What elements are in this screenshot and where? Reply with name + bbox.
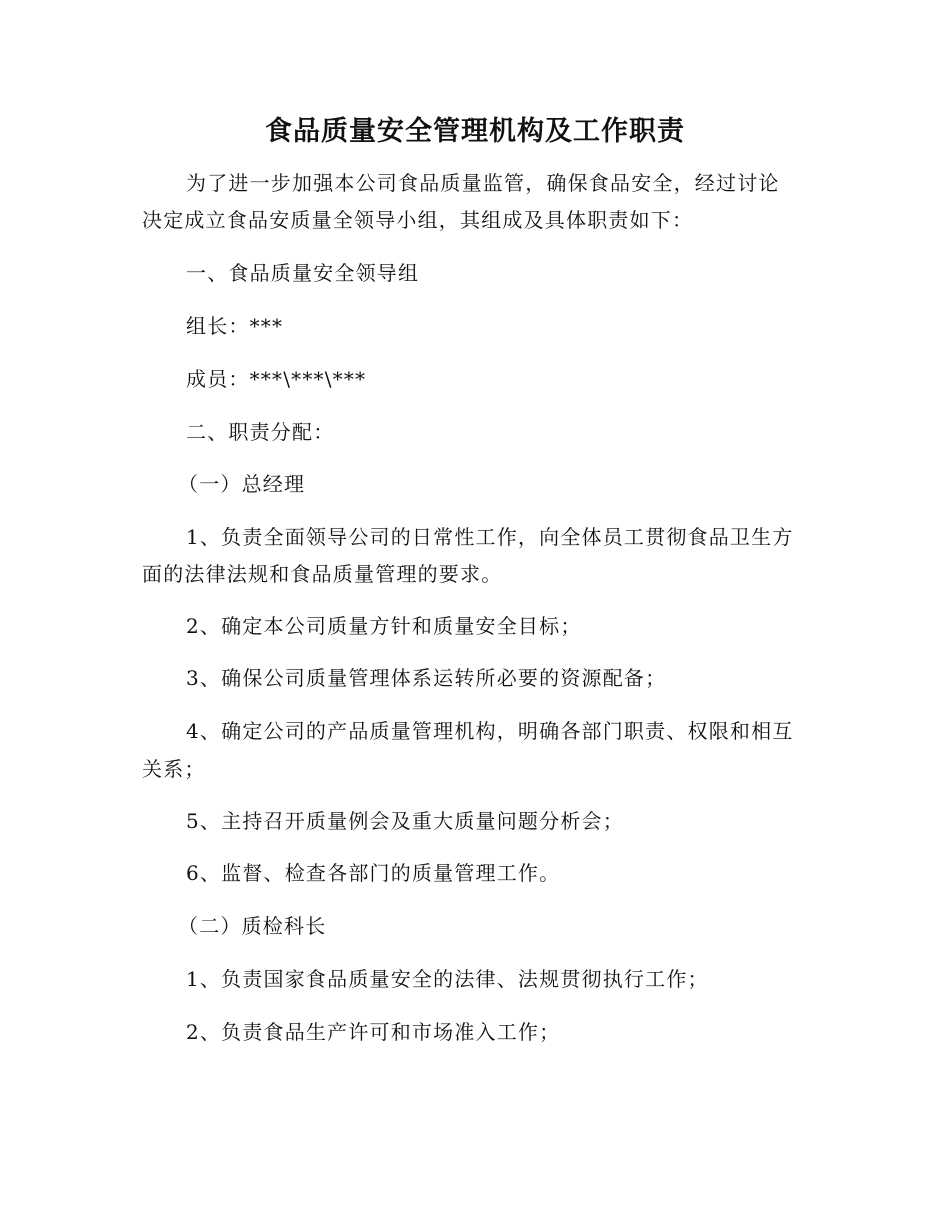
document-title: 食品质量安全管理机构及工作职责 [265,116,685,147]
gm-duty-2: 2、确定本公司质量方针和质量安全目标； [186,614,582,638]
leader-line: 组长：*** [186,314,284,338]
members-line: 成员：***\***\*** [186,367,367,391]
gm-duty-5: 5、主持召开质量例会及重大质量问题分析会； [186,809,624,833]
gm-duty-4-line-2: 关系； [142,757,206,781]
intro-paragraph-line-2: 决定成立食品安质量全领导小组，其组成及具体职责如下： [142,208,694,232]
gm-duty-4-line-1: 4、确定公司的产品质量管理机构，明确各部门职责、权限和相互 [186,719,794,743]
section-heading-duties: 二、职责分配： [186,420,335,444]
intro-paragraph-line-1: 为了进一步加强本公司食品质量监管，确保食品安全，经过讨论 [186,171,780,195]
subheading-general-manager: （一）总经理 [178,472,306,496]
qc-duty-2: 2、负责食品生产许可和市场准入工作； [186,1020,561,1044]
qc-duty-1: 1、负责国家食品质量安全的法律、法规贯彻执行工作； [186,967,709,991]
gm-duty-1-line-1: 1、负责全面领导公司的日常性工作，向全体员工贯彻食品卫生方 [186,525,794,549]
gm-duty-1-line-2: 面的法律法规和食品质量管理的要求。 [142,562,503,586]
subheading-qc-chief: （二）质检科长 [178,914,327,938]
section-heading-leadership-group: 一、食品质量安全领导组 [186,261,420,285]
gm-duty-3: 3、确保公司质量管理体系运转所必要的资源配备； [186,666,667,690]
gm-duty-6: 6、监督、检查各部门的质量管理工作。 [186,861,561,885]
